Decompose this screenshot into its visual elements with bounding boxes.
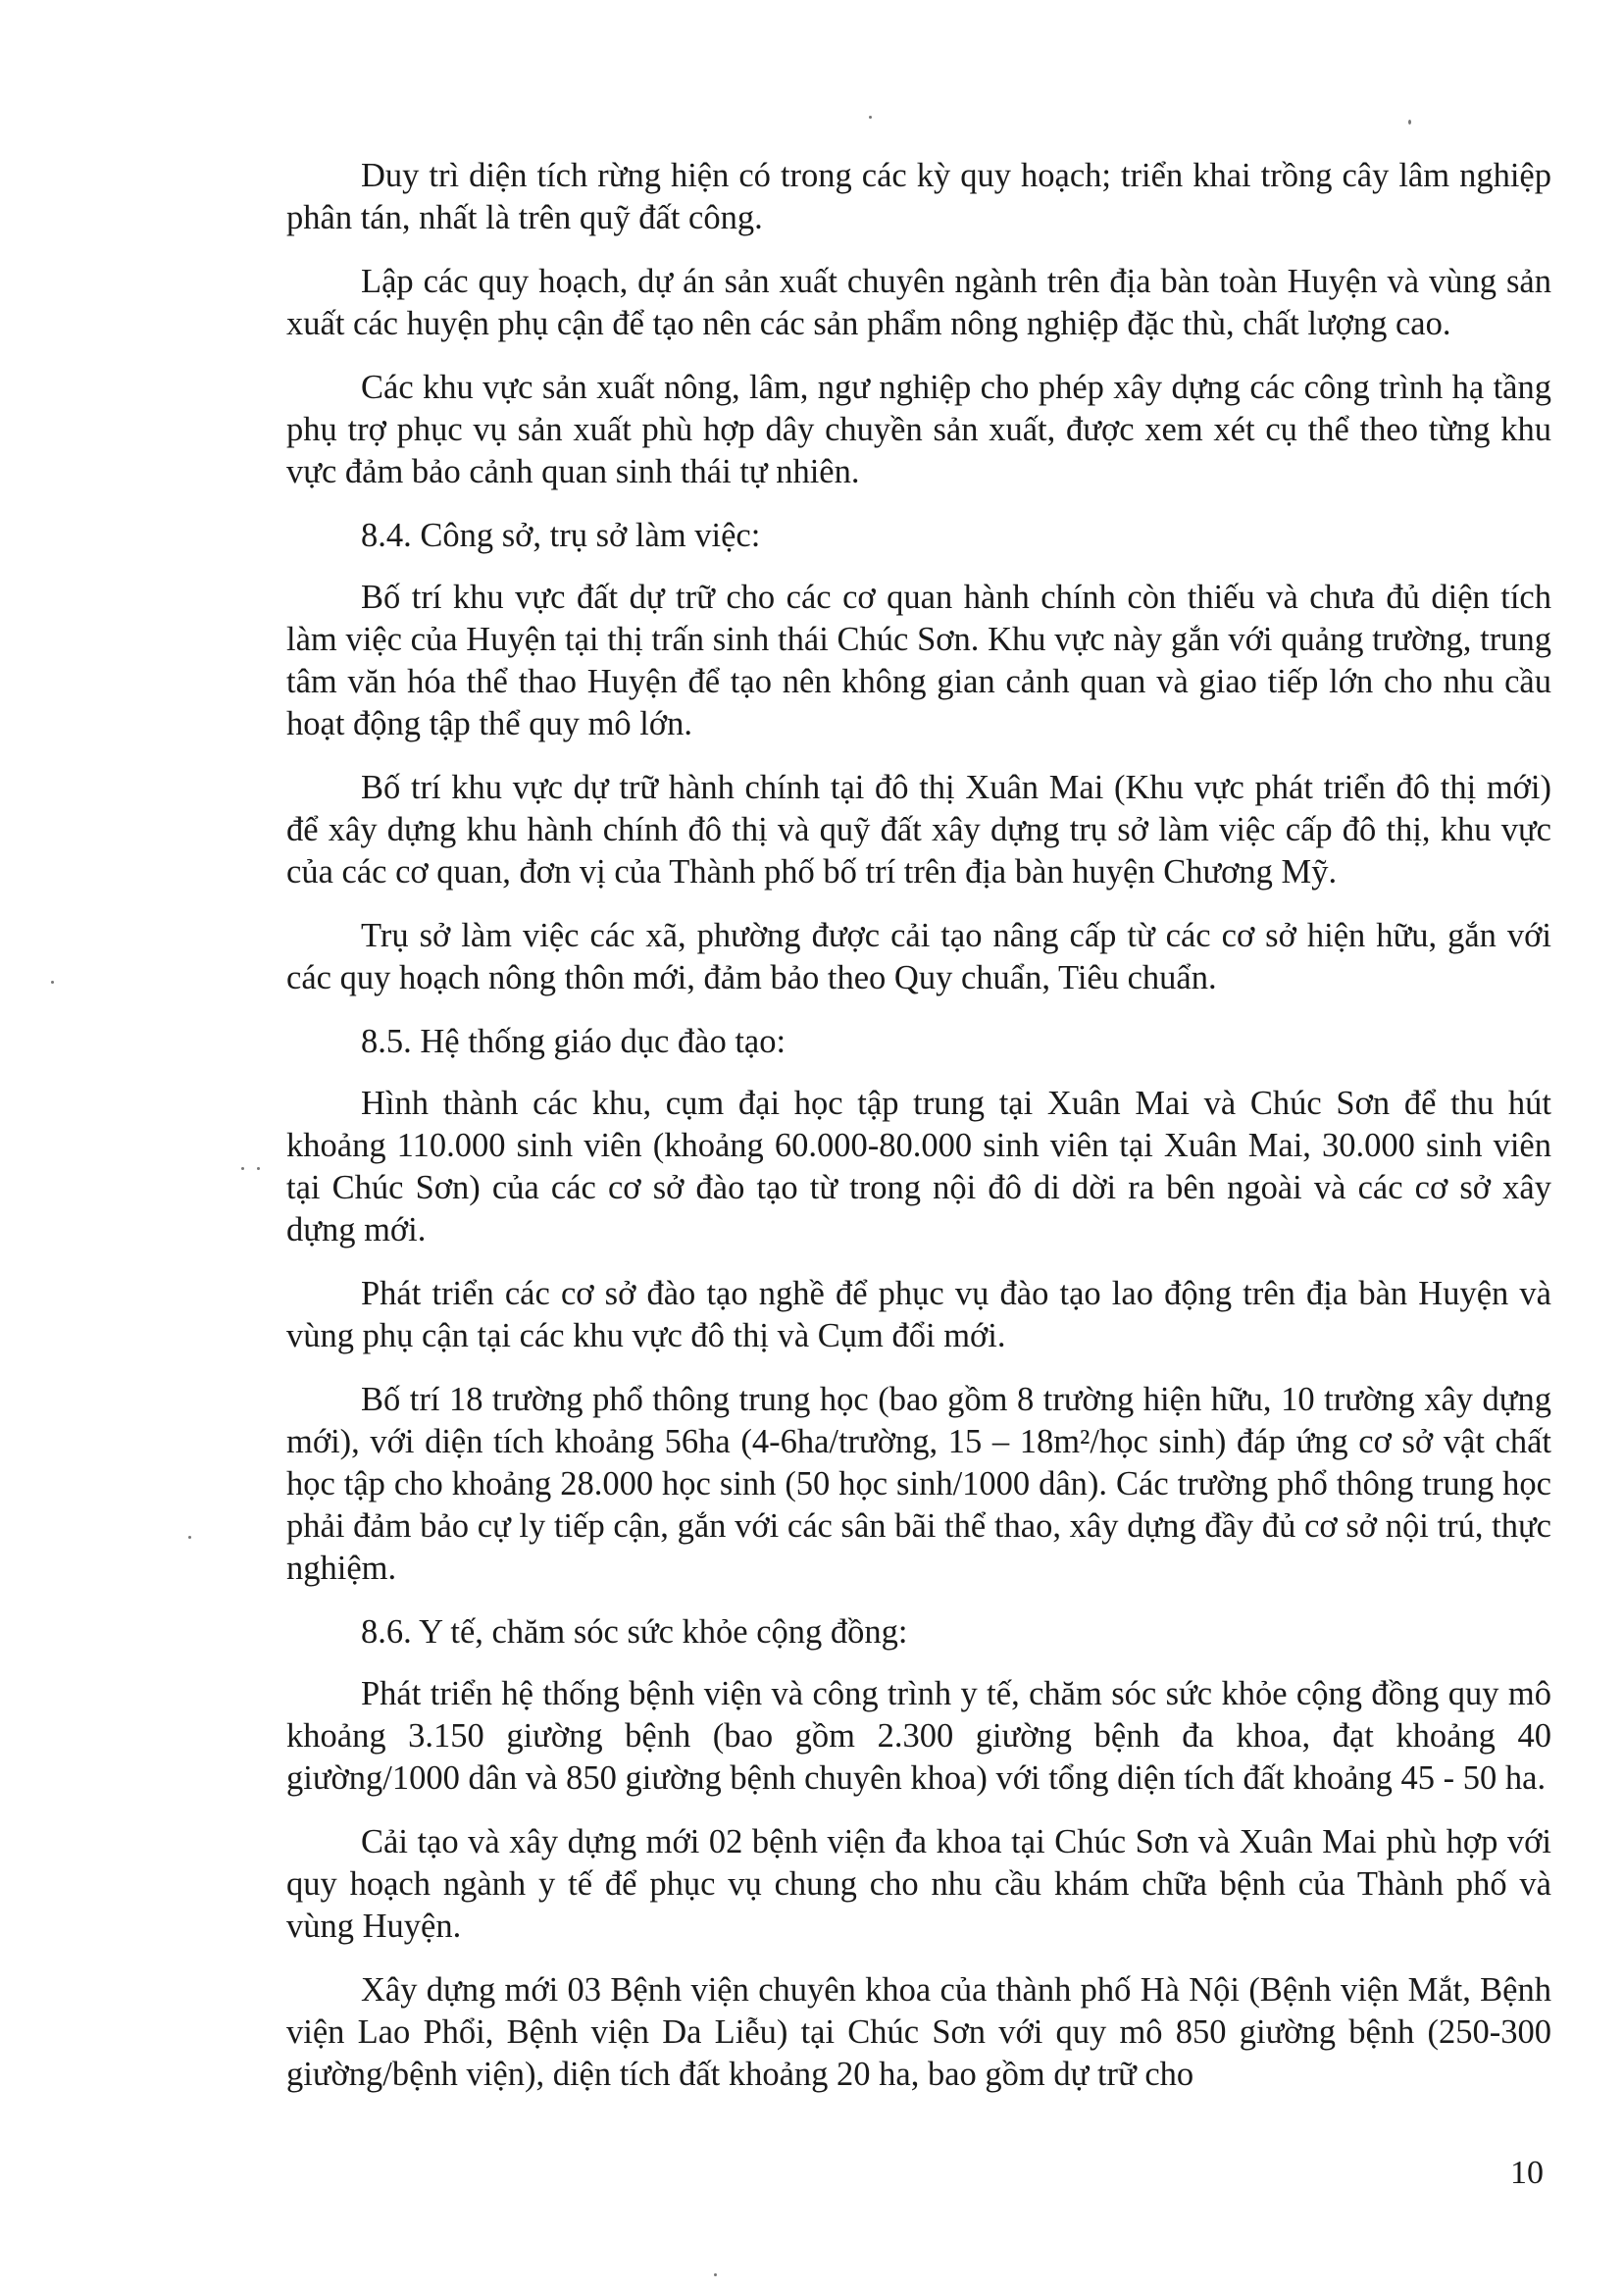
scan-speck (241, 1167, 244, 1170)
scan-speck (51, 981, 54, 984)
paragraph-agri-infrastructure: Các khu vực sản xuất nông, lâm, ngư nghiệp cho phép xây dựng các công trình hạ tầng phụ trợ phục vụ sản xuất phù hợp dây chuyền sản xuất, được xem xét cụ thể theo từng khu vực đảm bảo cảnh quan sinh thái tự nhiên. (286, 369, 1551, 490)
scan-speck (869, 116, 872, 119)
section-heading-8-5: 8.5. Hệ thống giáo dục đào tạo: (361, 1023, 787, 1060)
scan-speck (714, 2273, 717, 2276)
section-heading-8-4: 8.4. Công sở, trụ sở làm việc: (361, 517, 761, 554)
document-body (286, 155, 1551, 2117)
paragraph-commune-offices: Trụ sở làm việc các xã, phường được cải tạo nâng cấp từ các cơ sở hiện hữu, gắn với các quy hoạch nông thôn mới, đảm bảo theo Quy chuẩn, Tiêu chuẩn. (286, 917, 1551, 996)
paragraph-university-clusters: Hình thành các khu, cụm đại học tập trung tại Xuân Mai và Chúc Sơn để thu hút khoảng 110.000 sinh viên (khoảng 60.000-80.000 sinh viên tại Xuân Mai, 30.000 sinh viên tại Chúc Sơn) của các cơ sở đào tạo từ trong nội đô di dời ra bên ngoài và các cơ sở xây dựng mới. (286, 1085, 1551, 1248)
paragraph-admin-reserve-chuc-son: Bố trí khu vực đất dự trữ cho các cơ quan hành chính còn thiếu và chưa đủ diện tích làm việc của Huyện tại thị trấn sinh thái Chúc Sơn. Khu vực này gắn với quảng trường, trung tâm văn hóa thể thao Huyện để tạo nên không gian cảnh quan và giao tiếp lớn cho nhu cầu hoạt động tập thể quy mô lớn. (286, 579, 1551, 742)
paragraph-high-schools: Bố trí 18 trường phổ thông trung học (bao gồm 8 trường hiện hữu, 10 trường xây dựng mới), với diện tích khoảng 56ha (4-6ha/trường, 15 – 18m²/học sinh) đáp ứng cơ sở vật chất học tập cho khoảng 28.000 học sinh (50 học sinh/1000 dân). Các trường phổ thông trung học phải đảm bảo cự ly tiếp cận, gắn với các sân bãi thể thao, xây dựng đầy đủ cơ sở nội trú, thực nghiệm. (286, 1381, 1551, 1587)
paragraph-general-hospitals: Cải tạo và xây dựng mới 02 bệnh viện đa khoa tại Chúc Sơn và Xuân Mai phù hợp với quy hoạch ngành y tế để phục vụ chung cho nhu cầu khám chữa bệnh của Thành phố và vùng Huyện. (286, 1823, 1551, 1945)
section-heading-8-6: 8.6. Y tế, chăm sóc sức khỏe cộng đồng: (361, 1613, 908, 1651)
paragraph-vocational-training: Phát triển các cơ sở đào tạo nghề để phục vụ đào tạo lao động trên địa bàn Huyện và vùng phụ cận tại các khu vực đô thị và Cụm đổi mới. (286, 1275, 1551, 1354)
page-number: 10 (1510, 2155, 1544, 2191)
paragraph-specialized-hospitals: Xây dựng mới 03 Bệnh viện chuyên khoa của thành phố Hà Nội (Bệnh viện Mắt, Bệnh viện Lao Phổi, Bệnh viện Da Liễu) tại Chúc Sơn với quy mô 850 giường bệnh (250-300 giường/bệnh viện), diện tích đất khoảng 20 ha, bao gồm dự trữ cho (286, 1971, 1551, 2093)
scan-speck (257, 1167, 260, 1170)
paragraph-hospital-system: Phát triển hệ thống bệnh viện và công trình y tế, chăm sóc sức khỏe cộng đồng quy mô khoảng 3.150 giường bệnh (bao gồm 2.300 giường bệnh đa khoa, đạt khoảng 40 giường/1000 dân và 850 giường bệnh chuyên khoa) với tổng diện tích đất khoảng 45 - 50 ha. (286, 1675, 1551, 1797)
paragraph-forest-area: Duy trì diện tích rừng hiện có trong các kỳ quy hoạch; triển khai trồng cây lâm nghiệp phân tán, nhất là trên quỹ đất công. (286, 157, 1551, 236)
scan-speck (1408, 120, 1411, 125)
scan-speck (188, 1536, 191, 1539)
paragraph-specialized-production: Lập các quy hoạch, dự án sản xuất chuyên ngành trên địa bàn toàn Huyện và vùng sản xuất các huyện phụ cận để tạo nên các sản phẩm nông nghiệp đặc thù, chất lượng cao. (286, 263, 1551, 342)
paragraph-admin-reserve-xuan-mai: Bố trí khu vực dự trữ hành chính tại đô thị Xuân Mai (Khu vực phát triển đô thị mới) để xây dựng khu hành chính đô thị và quỹ đất xây dựng trụ sở làm việc cấp đô thị, khu vực của các cơ quan, đơn vị của Thành phố bố trí trên địa bàn huyện Chương Mỹ. (286, 769, 1551, 891)
